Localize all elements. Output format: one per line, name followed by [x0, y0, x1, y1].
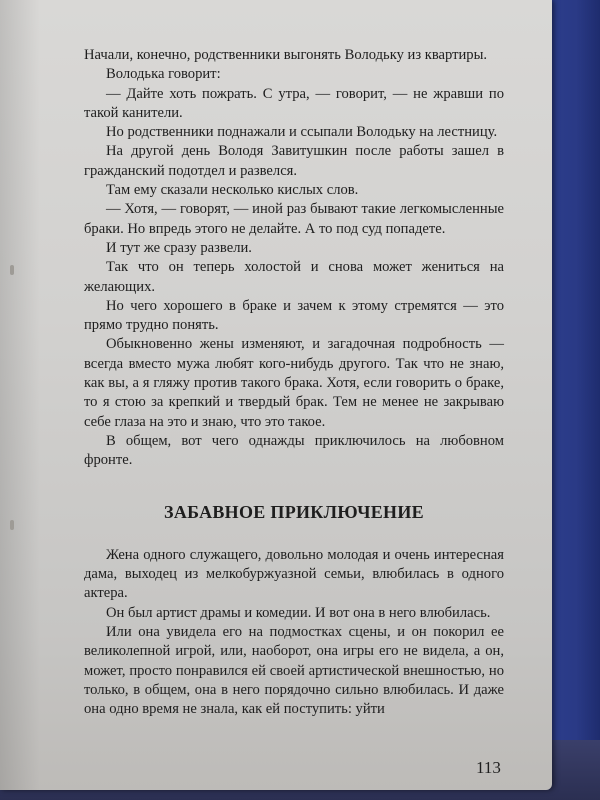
paragraph: И тут же сразу развели.	[106, 239, 252, 256]
page-text	[84, 46, 504, 720]
paragraph: — Дайте хоть пожрать. С утра, — говорит, — не жравши по такой канители.	[84, 85, 504, 121]
paragraph: Жена одного служащего, довольно молодая и очень интересная дама, выходец из мелкобуржуазной семьи, влюбилась в одного актера.	[84, 546, 504, 602]
paragraph: Там ему сказали несколько кислых слов.	[106, 182, 359, 199]
page-number: 113	[476, 758, 501, 777]
binding-hole	[10, 265, 14, 275]
paragraph: Он был артист драмы и комедии. И вот она в него влюбилась.	[106, 604, 491, 621]
page-gutter-shadow	[0, 0, 40, 790]
paragraph: Обыкновенно жены изменяют, и загадочная подробность — всегда вместо мужа любят кого-нибудь другого. Так что не знаю, как вы, а я гляжу против такого брака. Хотя, если говорить о браке, то я стою за крепкий и твердый брак. Тем не менее не закрываю себе глаза на это и знаю, что это такое.	[84, 336, 504, 430]
paragraph: На другой день Володя Завитушкин после работы зашел в гражданский подотдел и развелся.	[84, 143, 504, 179]
paragraph: — Хотя, — говорят, — иной раз бывают такие легкомысленные браки. Но впредь этого не делайте. А то под суд попадете.	[84, 201, 504, 237]
paragraph: Но родственники поднажали и ссыпали Володьку на лестницу.	[106, 124, 498, 141]
paragraph: Но чего хорошего в браке и зачем к этому стремятся — это прямо трудно понять.	[84, 297, 504, 334]
chapter-heading: ЗАБАВНОЕ ПРИКЛЮЧЕНИЕ	[164, 501, 424, 522]
paragraph: Так что он теперь холостой и снова может жениться на желающих.	[84, 259, 504, 295]
paragraph: В общем, вот чего однажды приключилось на любовном фронте.	[84, 432, 504, 469]
binding-hole	[10, 520, 14, 530]
paragraph: Или она увидела его на подмостках сцены, и он покорил ее великолепной игрой, или, наоборот, она игры его не видела, а он, может, просто понравился ей своей артистической внешностью, но только, в общем, она в него порядочно сильно влюбилась. И даже она одно время не знала, как ей поступить: уйти	[84, 624, 504, 718]
paragraph: Начали, конечно, родственники выгонять Володьку из квартиры.	[84, 47, 488, 63]
paragraph: Володька говорит:	[106, 66, 221, 83]
